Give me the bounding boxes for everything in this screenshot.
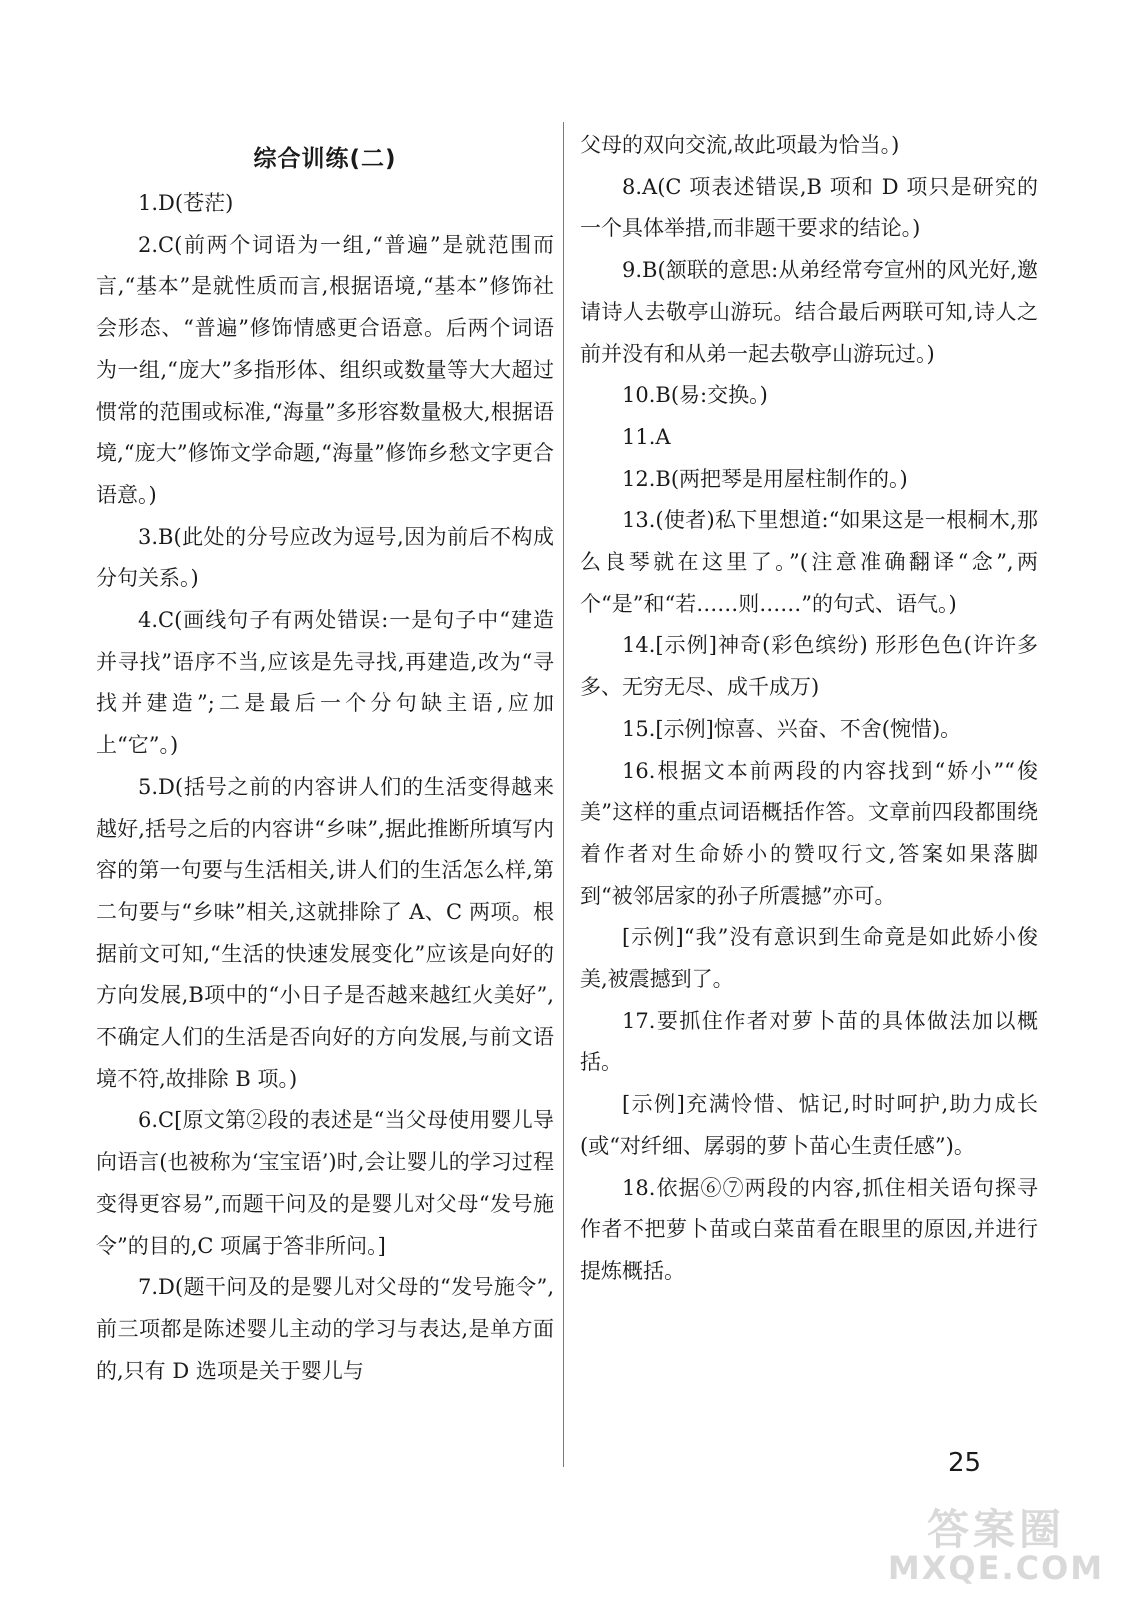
answer-item-13: 13.(使者)私下里想道:“如果这是一根桐木,那么良琴就在这里了。”(注意准确翻译“念”,两个“是”和“若……则……”的句式、语气。) bbox=[580, 508, 1038, 616]
watermark-top-text: 答案圈 bbox=[926, 1504, 1065, 1554]
answer-item-7-continued: 父母的双向交流,故此项最为恰当。) bbox=[580, 133, 900, 157]
answer-item-9: 9.B(颔联的意思:从弟经常夸宣州的风光好,邀请诗人去敬亭山游玩。结合最后两联可知,诗人之前并没有和从弟一起去敬亭山游玩过。) bbox=[580, 258, 1038, 366]
answer-item-17-example: [示例]充满怜惜、惦记,时时呵护,助力成长(或“对纤细、孱弱的萝卜苗心生责任感”)。 bbox=[580, 1092, 1038, 1158]
answer-item-6: 6.C[原文第②段的表述是“当父母使用婴儿导向语言(也被称为‘宝宝语’)时,会让婴儿的学习过程变得更容易”,而题干问及的是婴儿对父母“发号施令”的目的,C 项属于答非所问。] bbox=[96, 1108, 554, 1258]
answer-item-17: 17.要抓住作者对萝卜苗的具体做法加以概括。 bbox=[580, 1008, 1038, 1075]
watermark-bottom-text: MXQE.COM bbox=[887, 1548, 1105, 1587]
left-column bbox=[96, 118, 554, 1392]
answer-item-12: 12.B(两把琴是用屋柱制作的。) bbox=[622, 466, 908, 491]
page-number: 25 bbox=[948, 1448, 982, 1478]
answer-item-5: 5.D(括号之前的内容讲人们的生活变得越来越好,括号之后的内容讲“乡味”,据此推断所填写内容的第一句要与生活相关,讲人们的生活怎么样,第二句要与“乡味”相关,这就排除了 A、C 两项。根据前文可知,“生活的快速发展变化”应该是向好的方向发展,B项中的“小日子是否越来越红火美好”,不确定人们的生活是否向好的方向发展,与前文语境不符,故排除 B 项。) bbox=[96, 774, 554, 1091]
answer-item-7: 7.D(题干问及的是婴儿对父母的“发号施令”,前三项都是陈述婴儿主动的学习与表达,是单方面的,只有 D 选项是关于婴儿与 bbox=[96, 1275, 554, 1383]
right-column bbox=[580, 125, 1038, 1293]
answer-item-1: 1.D(苍茫) bbox=[138, 191, 234, 215]
answer-item-16: 16.根据文本前两段的内容找到“娇小”“俊美”这样的重点词语概括作答。文章前四段都围绕着作者对生命娇小的赞叹行文,答案如果落脚到“被邻居家的孙子所震撼”亦可。 bbox=[580, 758, 1038, 908]
watermark-logo bbox=[882, 1500, 1110, 1595]
column-divider bbox=[563, 122, 564, 1467]
answer-item-3: 3.B(此处的分号应改为逗号,因为前后不构成分句关系。) bbox=[96, 524, 554, 591]
section-title: 综合训练(二) bbox=[253, 146, 397, 172]
answer-item-8: 8.A(C 项表述错误,B 项和 D 项只是研究的一个具体举措,而非题干要求的结论。) bbox=[580, 174, 1038, 241]
answer-item-15: 15.[示例]惊喜、兴奋、不舍(惋惜)。 bbox=[622, 716, 962, 741]
answer-item-16-example: [示例]“我”没有意识到生命竟是如此娇小俊美,被震撼到了。 bbox=[580, 925, 1038, 992]
answer-item-4: 4.C(画线句子有两处错误:一是句子中“建造并寻找”语序不当,应该是先寻找,再建造,改为“寻找并建造”;二是最后一个分句缺主语,应加上“它”。) bbox=[96, 608, 554, 758]
answer-item-11: 11.A bbox=[622, 424, 671, 449]
answer-item-18: 18.依据⑥⑦两段的内容,抓住相关语句探寻作者不把萝卜苗或白菜苗看在眼里的原因,并进行提炼概括。 bbox=[580, 1175, 1038, 1283]
answer-item-10: 10.B(易:交换。) bbox=[622, 383, 768, 408]
answer-item-2: 2.C(前两个词语为一组,“普遍”是就范围而言,“基本”是就性质而言,根据语境,“基本”修饰社会形态、“普遍”修饰情感更合语意。后两个词语为一组,“庞大”多指形体、组织或数量等大大超过惯常的范围或标准,“海量”多形容数量极大,根据语境,“庞大”修饰文学命题,“海量”修饰乡愁文字更合语意。) bbox=[96, 232, 554, 507]
answer-item-14: 14.[示例]神奇(彩色缤纷) 形形色色(许许多多、无穷无尽、成千成万) bbox=[580, 633, 1038, 700]
